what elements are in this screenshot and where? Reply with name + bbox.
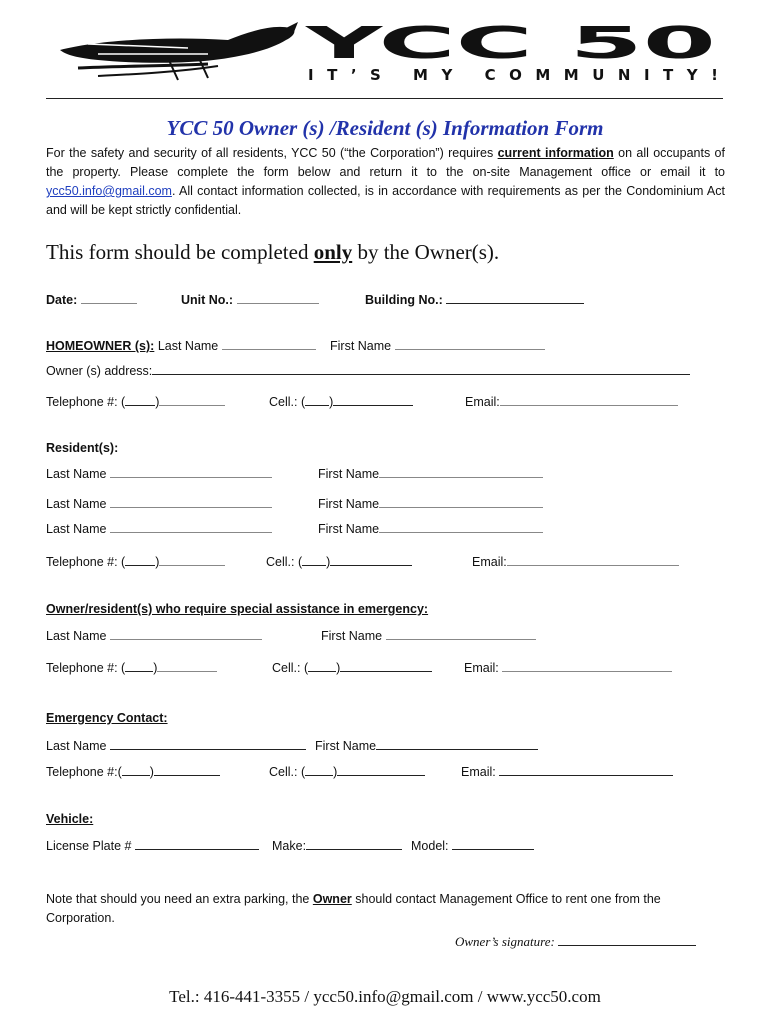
parking-note: [46, 890, 716, 928]
resident-last-name-label: Last Name: [46, 522, 107, 536]
homeowner-cell-field[interactable]: Cell.: ( ): [269, 394, 413, 409]
resident-telephone-field[interactable]: Telephone #: ( ): [46, 554, 225, 569]
intro-text-3: . All contact information collected, is in accordance with requirements as per the Condominium Act and will be kept strictly confidential.: [46, 184, 725, 217]
emergency-last-name-field[interactable]: [46, 738, 306, 753]
homeowner-telephone-label: Telephone #: (: [46, 395, 126, 409]
resident-first-name-label: First Name: [318, 497, 380, 511]
resident-2-first-name-field[interactable]: [318, 496, 543, 511]
logo-name: YCC 50: [303, 20, 716, 69]
intro-text-1: For the safety and security of all residents, YCC 50 (“the Corporation”) requires: [46, 146, 498, 160]
resident-first-name-label: First Name: [318, 467, 380, 481]
bird-icon: [58, 20, 718, 86]
emergency-telephone-field[interactable]: Telephone #:( ): [46, 764, 220, 779]
homeowner-cell-label: Cell.: (: [269, 395, 306, 409]
parking-note-text-1: Note that should you need an extra parking, the: [46, 892, 313, 906]
homeowner-first-name-label: First Name: [330, 339, 392, 353]
owner-address-label: Owner (s) address:: [46, 364, 153, 378]
special-assistance-heading: Owner/resident(s) who require special assistance in emergency:: [46, 602, 429, 616]
intro-emphasis: current information: [497, 146, 614, 160]
special-first-name-label: First Name: [321, 629, 383, 643]
emergency-email-label: Email:: [461, 765, 496, 779]
homeowner-first-name-field[interactable]: [330, 338, 545, 353]
special-telephone-field[interactable]: Telephone #: ( ): [46, 660, 217, 675]
special-cell-label: Cell.: (: [272, 661, 309, 675]
emergency-telephone-label: Telephone #:(: [46, 765, 122, 779]
special-cell-field[interactable]: Cell.: ( ): [272, 660, 432, 675]
model-field[interactable]: [411, 838, 534, 853]
homeowner-telephone-field[interactable]: Telephone #: ( ): [46, 394, 225, 409]
emergency-last-name-label: Last Name: [46, 739, 107, 753]
signature-label: Owner’s signature:: [455, 934, 555, 949]
special-last-name-field[interactable]: [46, 628, 262, 643]
homeowner-last-name-label: Last Name: [157, 339, 219, 353]
building-label: Building No.:: [365, 293, 443, 307]
special-first-name-field[interactable]: [321, 628, 536, 643]
resident-3-first-name-field[interactable]: [318, 521, 543, 536]
completion-instruction: [46, 240, 499, 265]
resident-email-label: Email:: [472, 555, 507, 569]
emergency-first-name-field[interactable]: [315, 738, 538, 753]
resident-cell-field[interactable]: Cell.: ( ): [266, 554, 412, 569]
emergency-cell-label: Cell.: (: [269, 765, 306, 779]
resident-2-last-name-field[interactable]: [46, 496, 272, 511]
email-link[interactable]: ycc50.info@gmail.com: [46, 184, 172, 198]
footer-contact: Tel.: 416-441-3355 / ycc50.info@gmail.com / www.ycc50.com: [169, 987, 601, 1006]
resident-last-name-label: Last Name: [46, 497, 107, 511]
form-title: YCC 50 Owner (s) /Resident (s) Information Form: [166, 116, 604, 140]
unit-field[interactable]: [181, 292, 319, 307]
make-label: Make:: [272, 839, 307, 853]
unit-label: Unit No.:: [181, 293, 234, 307]
resident-cell-label: Cell.: (: [266, 555, 303, 569]
homeowner-row: [46, 338, 316, 353]
license-plate-label: License Plate #: [46, 839, 132, 853]
parking-note-owner: Owner: [312, 892, 352, 906]
date-field[interactable]: [46, 292, 137, 307]
resident-1-last-name-field[interactable]: [46, 466, 272, 481]
building-field[interactable]: [365, 292, 584, 307]
license-plate-field[interactable]: [46, 838, 259, 853]
date-label: Date:: [46, 293, 78, 307]
instruction-text-2: by the Owner(s).: [352, 240, 500, 264]
emergency-email-field[interactable]: [461, 764, 673, 779]
emergency-first-name-label: First Name: [315, 739, 377, 753]
special-last-name-label: Last Name: [46, 629, 107, 643]
special-email-label: Email:: [464, 661, 499, 675]
intro-text-2: on all occupants of the property. Please complete the form below and return it to the on-site Management office or email it to: [46, 146, 725, 179]
residents-heading: Resident(s):: [46, 441, 119, 455]
homeowner-last-name-field[interactable]: [222, 338, 316, 350]
instruction-emphasis: only: [313, 240, 353, 264]
resident-last-name-label: Last Name: [46, 467, 107, 481]
instruction-text-1: This form should be completed: [46, 240, 314, 264]
vehicle-heading: Vehicle:: [46, 812, 94, 826]
emergency-heading: Emergency Contact:: [46, 711, 168, 725]
resident-email-field[interactable]: [472, 554, 679, 569]
homeowner-email-label: Email:: [465, 395, 500, 409]
resident-1-first-name-field[interactable]: [318, 466, 543, 481]
model-label: Model:: [411, 839, 449, 853]
intro-paragraph: [46, 144, 725, 220]
resident-3-last-name-field[interactable]: [46, 521, 272, 536]
homeowner-email-field[interactable]: [465, 394, 678, 409]
owner-signature-field[interactable]: [455, 934, 696, 950]
make-field[interactable]: [272, 838, 402, 853]
header-divider: [46, 98, 723, 99]
emergency-cell-field[interactable]: Cell.: ( ): [269, 764, 425, 779]
owner-address-field[interactable]: [46, 363, 690, 378]
resident-first-name-label: First Name: [318, 522, 380, 536]
logo-tagline: IT’S MY COMMUNITY!: [308, 66, 718, 84]
parking-note-text-2: should contact Management Office to rent one from the Corporation.: [46, 892, 661, 925]
logo: [58, 20, 718, 91]
special-email-field[interactable]: [464, 660, 672, 675]
homeowner-heading: HOMEOWNER (s):: [46, 339, 155, 353]
resident-telephone-label: Telephone #: (: [46, 555, 126, 569]
special-telephone-label: Telephone #: (: [46, 661, 126, 675]
